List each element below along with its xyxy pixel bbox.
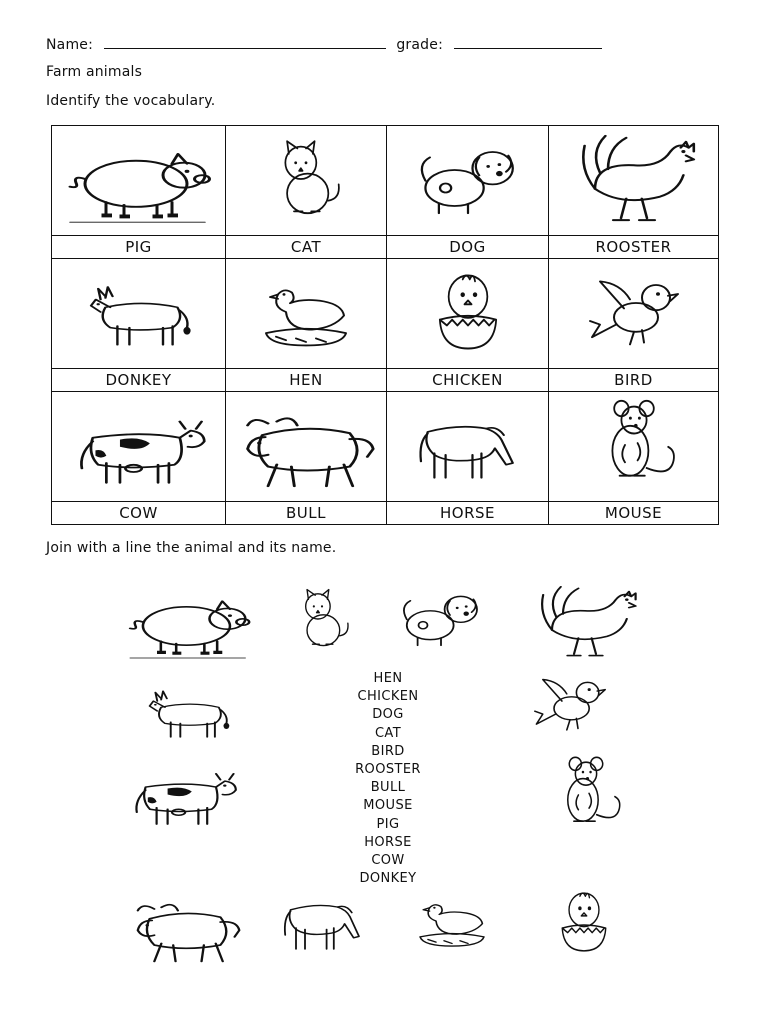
hen-icon (256, 268, 356, 356)
bird-icon[interactable] (530, 668, 610, 744)
worksheet-title: Farm animals (46, 64, 143, 80)
horse-icon[interactable] (278, 886, 368, 960)
word-item[interactable]: HEN (373, 671, 403, 686)
mouse-icon[interactable] (548, 754, 624, 840)
vocab-label: ROOSTER (549, 236, 719, 259)
name-label: Name: (46, 37, 94, 53)
word-item[interactable]: HORSE (364, 834, 412, 850)
vocab-label-row (52, 236, 719, 259)
chicken-icon[interactable] (550, 884, 618, 964)
vocab-label: CAT (226, 236, 387, 259)
vocab-cell-donkey (52, 259, 226, 369)
vocab-cell-dog (387, 126, 549, 236)
word-item[interactable]: BULL (370, 780, 406, 796)
word-item[interactable]: DOG (372, 707, 404, 723)
chicken-icon (424, 264, 512, 360)
vocab-label: MOUSE (549, 502, 719, 525)
mouse-icon (589, 397, 679, 493)
vocab-cell-rooster (549, 126, 719, 236)
word-item[interactable]: COW (371, 852, 405, 868)
bird-icon (584, 267, 684, 357)
student-info-line (46, 36, 602, 53)
vocab-picture-row (52, 126, 719, 236)
vocab-label: BULL (226, 502, 387, 525)
word-item[interactable]: ROOSTER (355, 761, 421, 777)
word-item[interactable]: MOUSE (363, 798, 413, 814)
word-list (338, 670, 438, 888)
cat-icon (263, 134, 349, 224)
matching-exercise (0, 570, 768, 1010)
vocab-cell-pig (52, 126, 226, 236)
rooster-icon[interactable] (530, 582, 640, 666)
cow-icon[interactable] (128, 756, 238, 834)
vocab-label-row (52, 502, 719, 525)
vocab-label: HORSE (387, 502, 549, 525)
bull-icon[interactable] (126, 886, 244, 972)
word-item[interactable]: CAT (374, 725, 402, 741)
vocab-label: HEN (226, 369, 387, 392)
bull-icon (233, 396, 379, 494)
dog-icon (412, 134, 524, 224)
vocab-cell-horse (387, 392, 549, 502)
cat-icon[interactable] (288, 584, 356, 658)
vocab-cell-bird (549, 259, 719, 369)
name-blank[interactable] (104, 36, 386, 49)
donkey-icon (79, 273, 199, 351)
vocab-picture-row (52, 392, 719, 502)
horse-icon (412, 404, 524, 486)
rooster-icon (569, 130, 699, 228)
vocab-cell-hen (226, 259, 387, 369)
word-item[interactable]: DONKEY (359, 871, 417, 887)
vocab-cell-bull (226, 392, 387, 502)
identify-instruction: Identify the vocabulary. (46, 93, 216, 109)
vocabulary-table (51, 125, 719, 525)
donkey-icon[interactable] (140, 680, 236, 746)
word-item[interactable]: CHICKEN (357, 689, 419, 705)
pig-icon (64, 131, 214, 227)
vocab-label: BIRD (549, 369, 719, 392)
vocab-cell-mouse (549, 392, 719, 502)
vocab-cell-chicken (387, 259, 549, 369)
vocab-cell-cow (52, 392, 226, 502)
vocab-label: PIG (52, 236, 226, 259)
word-item[interactable]: PIG (376, 816, 400, 832)
pig-icon[interactable] (125, 582, 253, 666)
vocab-cell-cat (226, 126, 387, 236)
hen-icon[interactable] (412, 888, 492, 958)
grade-blank[interactable] (454, 36, 602, 49)
vocab-picture-row (52, 259, 719, 369)
vocab-label: CHICKEN (387, 369, 549, 392)
vocab-label: DOG (387, 236, 549, 259)
word-item[interactable]: BIRD (371, 743, 405, 759)
join-instruction: Join with a line the animal and its name. (46, 540, 337, 556)
cow-icon (71, 400, 207, 490)
vocab-label-row (52, 369, 719, 392)
grade-label: grade: (396, 37, 443, 53)
dog-icon[interactable] (396, 582, 486, 658)
vocab-label: DONKEY (52, 369, 226, 392)
vocab-label: COW (52, 502, 226, 525)
